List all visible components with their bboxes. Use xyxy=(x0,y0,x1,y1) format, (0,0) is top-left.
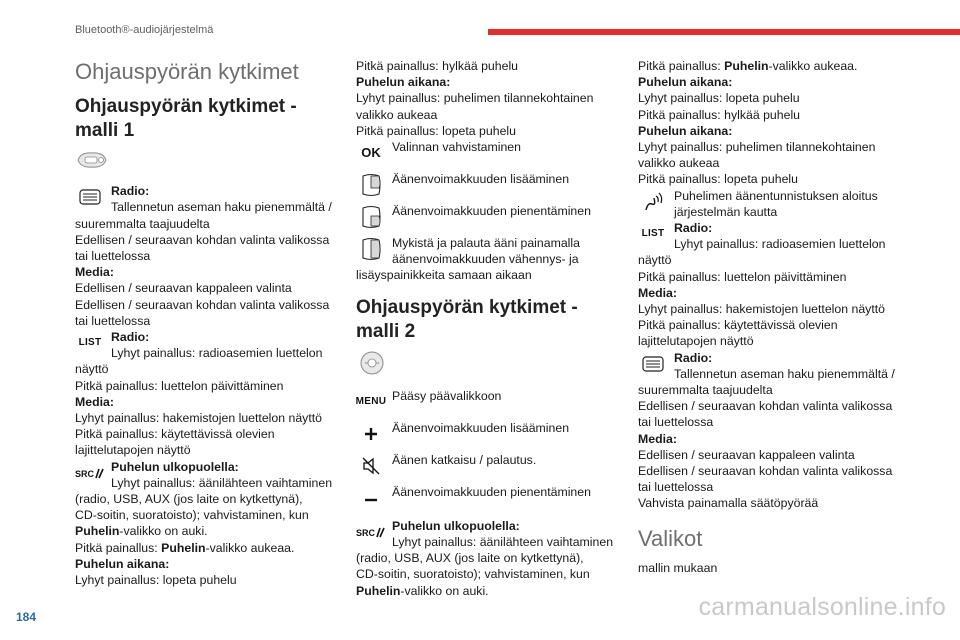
src-button-block: SRC Puhelun ulkopuolella: Lyhyt painallus: äänilähteen vaihtaminen (radio, USB, AUX (jos laite on kytkettynä), CD-soitin, suoratoisto); vahvistaminen, kun Puhelin-valikko on auki. Pitkä painallus: Puhelin-valikko aukeaa. Puhelun aikana: Lyhyt painallus: lopeta puhelu xyxy=(75,459,333,588)
thumbwheel-icon xyxy=(75,185,105,209)
column-2: Pitkä painallus: hylkää puhelu Puhelun aikana: Lyhyt painallus: puhelimen tilannekohtainen valikko aukeaa Pitkä painallus: lopeta puhelu OK Valinnan vahvistaminen Äänenvoimakkuuden lisääminen Äänenvoimakkuuden pienentäminen Mykistä ja palauta ääni painamalla äänenvoimakkuuden vähennys- ja lisäyspainikkeita samaan aikaan Ohjauspyörän kytkimet - malli 2 MENU Pääsy päävalikkoon Äänenvoimakkuuden lisääminen Äänen katkaisu / palautus. Äänenvoimakkuuden pienentäminen SRC Puhelun ulkopuolella: Lyhyt painallus: äänilähteen vaihtaminen (radio, USB, AUX (jos laite on kytkettynä), CD-soitin, suoratoisto); vahvistaminen, kun Puhelin-valikko on auki. xyxy=(356,58,618,599)
src-button-block-model-2: SRC Puhelun ulkopuolella: Lyhyt painallus: äänilähteen vaihtaminen (radio, USB, AUX (jos laite on kytkettynä), CD-soitin, suoratoisto); vahvistaminen, kun Puhelin-valikko on auki. xyxy=(356,518,614,598)
radio-wheel-block: Radio: Tallennetun aseman haku pienemmältä / suuremmalta taajuudelta Edellisen / seuraavan kohdan valinta valikossa tai luettelossa Media: Edellisen / seuraavan kappaleen valinta Edellisen / seuraavan kohdan valinta valikossa tai luettelossa xyxy=(75,184,332,328)
subsection-title-model-1: Ohjauspyörän kytkimet - malli 1 xyxy=(75,96,297,141)
section-title-steering-controls: Ohjauspyörän kytkimet xyxy=(75,59,299,84)
steering-controls-model-1-illustration-icon xyxy=(75,149,109,171)
header-title: Bluetooth®-audiojärjestelmä xyxy=(75,24,214,36)
ok-button-row: OK Valinnan vahvistaminen xyxy=(356,139,618,171)
watermark: carmanualsonline.info xyxy=(698,593,946,621)
volume-up-paddle-icon xyxy=(356,171,386,199)
column-1 xyxy=(75,58,337,588)
mute-button-row: Äänen katkaisu / palautus. xyxy=(356,452,618,484)
voice-recognition-icon xyxy=(638,190,668,214)
menu-button-row: MENU Pääsy päävalikkoon xyxy=(356,388,618,420)
volume-down-row: Äänenvoimakkuuden pienentäminen xyxy=(356,203,618,235)
minus-button-row: Äänenvoimakkuuden pienentäminen xyxy=(356,484,618,516)
column-3: Pitkä painallus: Puhelin-valikko aukeaa. Puhelun aikana: Lyhyt painallus: lopeta puhelu Pitkä painallus: hylkää puhelu Puhelun aikana: Lyhyt painallus: puhelimen tilannekohtainen valikko aukeaa Pitkä painallus: lopeta puhelu Puhelimen äänentunnistuksen aloitus järjestelmän kautta LIST Radio: Lyhyt painallus: radioasemien luettelon näyttö Pitkä painallus: luettelon päivittäminen Media: Lyhyt painallus: hakemistojen luettelon näyttö Pitkä painallus: käytettävissä olevien lajittelutapojen näyttö Radio: Tallennetun aseman haku pienemmältä / suuremmalta taajuudelta Edellisen / seuraavan kohdan valinta valikossa tai luettelossa Media: Edellisen / seuraavan kappaleen valinta Edellisen / seuraavan kohdan valinta valikossa tai luettelossa Vahvista painamalla säätöpyörää Valikot mallin mukaan xyxy=(638,58,900,576)
header-accent-bar xyxy=(488,29,960,35)
volume-down-paddle-icon xyxy=(356,203,386,231)
radio-wheel-block-model-2: Radio: Tallennetun aseman haku pienemmältä / suuremmalta taajuudelta Edellisen / seuraavan kohdan valinta valikossa tai luettelossa Media: Edellisen / seuraavan kappaleen valinta Edellisen / seuraavan kohdan valinta valikossa tai luettelossa Vahvista painamalla säätöpyörää xyxy=(638,350,895,511)
subsection-title-model-2: Ohjauspyörän kytkimet - malli 2 xyxy=(356,296,578,342)
menus-subtitle: mallin mukaan xyxy=(638,560,718,575)
src-phone-button-icon xyxy=(75,461,105,485)
minus-icon xyxy=(356,484,386,512)
steering-controls-model-2-illustration-icon xyxy=(356,350,390,376)
svg-text:SRC: SRC xyxy=(356,527,376,538)
svg-text:SRC: SRC xyxy=(75,468,95,479)
ok-button-icon: OK xyxy=(361,144,381,160)
speaker-muted-icon xyxy=(356,452,386,480)
list-button-icon: LIST xyxy=(641,227,665,239)
menu-button-icon: MENU xyxy=(355,395,387,407)
voice-recognition-block: Puhelimen äänentunnistuksen aloitus järjestelmän kautta xyxy=(638,188,900,220)
section-title-menus: Valikot xyxy=(638,525,703,551)
plus-icon xyxy=(356,420,386,448)
plus-button-row: Äänenvoimakkuuden lisääminen xyxy=(356,420,618,452)
volume-up-row: Äänenvoimakkuuden lisääminen xyxy=(356,171,618,203)
list-button-block: LIST Radio: Lyhyt painallus: radioasemien luettelon näyttö Pitkä painallus: luettelon päivittäminen Media: Lyhyt painallus: hakemistojen luettelon näyttö Pitkä painallus: käytettävissä olevien lajittelutapojen näyttö xyxy=(75,330,323,458)
list-button-icon: LIST xyxy=(78,336,102,348)
mute-row: Mykistä ja palauta ääni painamalla äänenvoimakkuuden vähennys- ja xyxy=(356,235,618,267)
page-number: 184 xyxy=(16,610,37,624)
list-button-block-model-2: LIST Radio: Lyhyt painallus: radioasemien luettelon näyttö Pitkä painallus: luettelon päivittäminen Media: Lyhyt painallus: hakemistojen luettelon näyttö Pitkä painallus: käytettävissä olevien lajittelutapojen näyttö xyxy=(638,221,886,349)
mute-paddle-icon xyxy=(356,235,386,263)
thumbwheel-icon xyxy=(638,352,668,376)
src-phone-button-icon xyxy=(356,520,386,544)
